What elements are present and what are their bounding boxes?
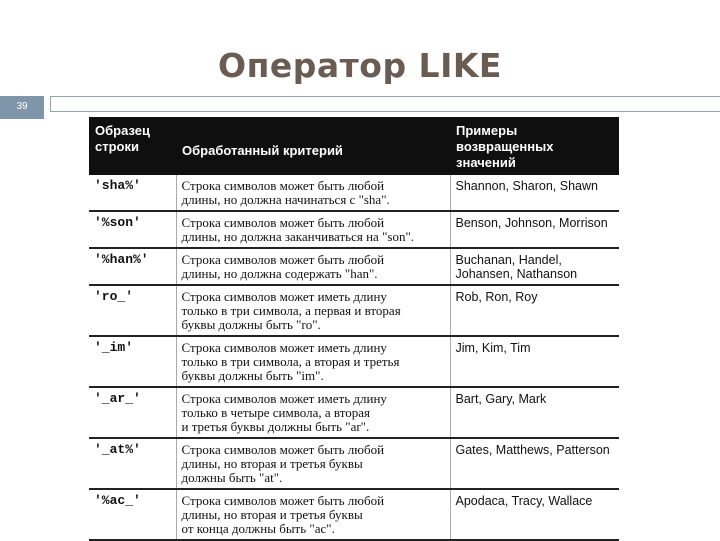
pattern-cell: 'ro_' — [89, 285, 176, 336]
criteria-line: Строка символов может быть любой — [181, 252, 385, 267]
examples-cell: Rob, Ron, Roy — [450, 285, 619, 336]
criteria-cell — [176, 489, 450, 540]
criteria-line: длины, но должна начинаться с "sha". — [181, 192, 390, 207]
criteria-line: только в три символа, а вторая и третья — [181, 354, 400, 369]
table-row — [89, 175, 619, 211]
criteria-line: Строка символов может иметь длину — [181, 289, 387, 304]
criteria-cell — [176, 211, 450, 248]
examples-cell: Gates, Matthews, Patterson — [450, 438, 619, 489]
pattern-cell: '%ac_' — [89, 489, 176, 540]
criteria-line: и третья буквы должны быть "ar". — [181, 419, 370, 434]
criteria-line: буквы должны быть "ro". — [181, 317, 321, 332]
slide-title: Оператор LIKE — [218, 46, 502, 85]
table-header-row — [89, 117, 619, 175]
header-divider-bar — [50, 96, 720, 112]
criteria-line: Строка символов может иметь длину — [181, 391, 387, 406]
table-row — [89, 387, 619, 438]
like-operator-table — [89, 117, 619, 537]
criteria-line: Строка символов может быть любой — [181, 493, 385, 508]
header-examples — [450, 117, 619, 175]
page-number: 39 — [16, 101, 28, 112]
pattern-cell: '_ar_' — [89, 387, 176, 438]
criteria-line: Строка символов может быть любой — [181, 442, 385, 457]
pattern-cell: '%han%' — [89, 248, 176, 285]
criteria-cell — [176, 285, 450, 336]
criteria-line: длины, но вторая и третья буквы — [181, 507, 363, 522]
examples-cell: Apodaca, Tracy, Wallace — [450, 489, 619, 540]
criteria-line: буквы должны быть "im". — [181, 368, 324, 383]
table-row — [89, 336, 619, 387]
examples-cell: Buchanan, Handel, Johansen, Nathanson — [450, 248, 619, 285]
criteria-line: длины, но вторая и третья буквы — [181, 456, 363, 471]
criteria-line: Строка символов может иметь длину — [181, 340, 387, 355]
header-examples-line2: возвращенных значений — [456, 139, 554, 170]
header-criteria-text: Обработанный критерий — [182, 143, 343, 158]
header-criteria — [176, 117, 450, 175]
criteria-line: длины, но должна содержать "han". — [181, 266, 378, 281]
criteria-cell — [176, 387, 450, 438]
examples-cell: Jim, Kim, Tim — [450, 336, 619, 387]
criteria-line: Строка символов может быть любой — [181, 215, 385, 230]
criteria-line: длины, но должна заканчиваться на "son". — [181, 229, 415, 244]
criteria-line: Строка символов может быть любой — [181, 178, 385, 193]
table-row — [89, 211, 619, 248]
header-pattern — [89, 117, 176, 175]
table-row — [89, 285, 619, 336]
table-row — [89, 489, 619, 540]
criteria-line: от конца должны быть "ac". — [181, 521, 335, 536]
pattern-cell: 'sha%' — [89, 175, 176, 211]
criteria-cell — [176, 175, 450, 211]
table-row — [89, 248, 619, 285]
criteria-cell — [176, 438, 450, 489]
pattern-cell: '_im' — [89, 336, 176, 387]
pattern-cell: '_at%' — [89, 438, 176, 489]
examples-cell: Shannon, Sharon, Shawn — [450, 175, 619, 211]
header-examples-line1: Примеры — [456, 123, 518, 138]
pattern-cell: '%son' — [89, 211, 176, 248]
examples-cell: Benson, Johnson, Morrison — [450, 211, 619, 248]
examples-cell: Bart, Gary, Mark — [450, 387, 619, 438]
criteria-line: только в четыре символа, а вторая — [181, 405, 370, 420]
like-table — [89, 117, 619, 541]
criteria-line: должны быть "at". — [181, 470, 283, 485]
criteria-cell — [176, 336, 450, 387]
header-pattern-line1: Образец — [95, 123, 150, 138]
header-pattern-line2: строки — [95, 139, 139, 154]
criteria-line: только в три символа, а первая и вторая — [181, 303, 401, 318]
criteria-cell — [176, 248, 450, 285]
table-row — [89, 438, 619, 489]
